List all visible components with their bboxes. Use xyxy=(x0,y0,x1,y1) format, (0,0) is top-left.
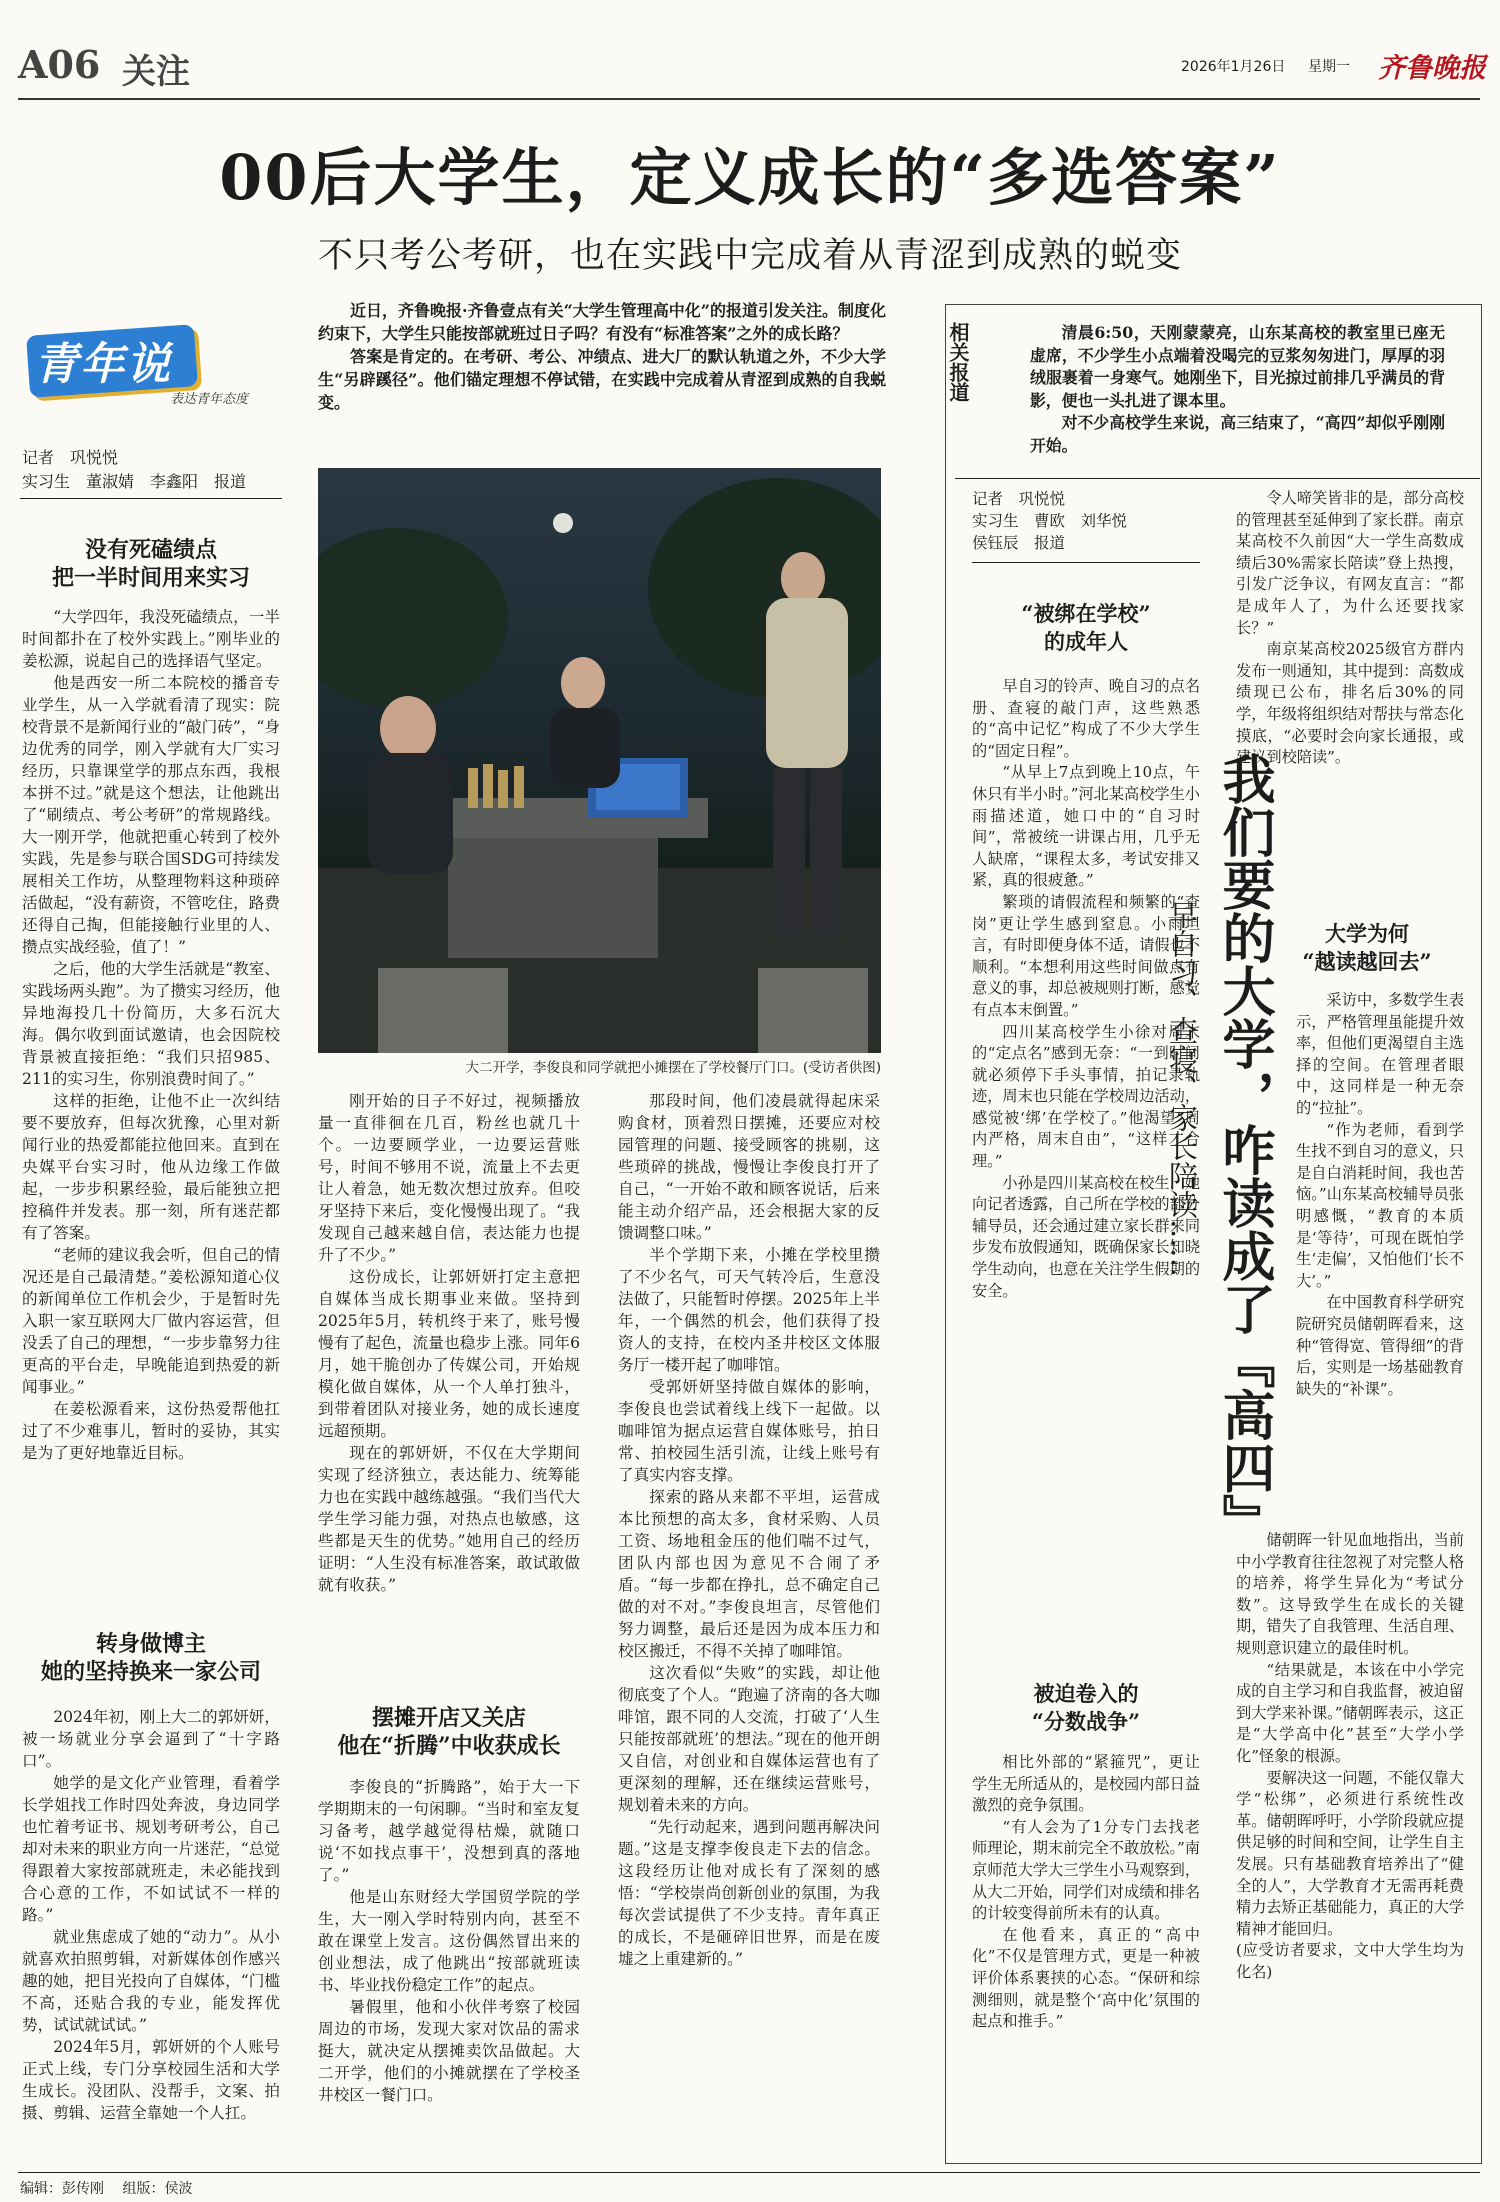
byline-reporter: 记者 巩悦悦 xyxy=(22,448,119,467)
section-name: 关注 xyxy=(122,52,190,92)
paragraph: “先行动起来，遇到问题再解决问题。”这是支撑李俊良走下去的信念。这段经历让他对成长有了深刻的感悟：“学校崇尚创新创业的氛围，为我每次尝试提供了不少支持。青年真正的成长，不是砸碎旧世界，而是在废墟之上重建新的。” xyxy=(618,1818,880,1968)
column-logo-slogan: 表达青年态度 xyxy=(170,392,249,407)
paragraph: 他是西安一所二本院校的播音专业学生，从一入学就看清了现实：院校背景不是新闻行业的“敲门砖”，“身边优秀的同学，刚入学就有大厂实习经历，只靠课堂学的那点东西，我根本拼不过。”就是这个想法，让他跳出了“刷绩点、考公考研”的常规路线。大一刚开学，他就把重心转到了校外实践，先是参与联合国SDG可持续发展相关工作坊，从整理物料这种琐碎活做起，“没有薪资，不管吃住，路费还得自己掏，但能接触行业里的人、攒点实战经验，值了！” xyxy=(22,674,280,956)
issue-weekday: 星期一 xyxy=(1308,59,1350,75)
footer-editor: 编辑：彭传刚 xyxy=(20,2181,104,2197)
paragraph: 在中国教育科学研究院研究员储朝晖看来，这种“管得宽、管得细”的背后，实则是一场基础教育缺失的“补课”。 xyxy=(1296,1293,1464,1398)
paragraph: 四川某高校学生小徐对周末的“定点名”感到无奈：“一到时间就必须停下手头事情，拍记录轨迹，周末也只能在学校周边活动，感觉被‘绑’在学校了。”他渴望“周内严格，周末自由”，“这样才合理。” xyxy=(972,1022,1200,1171)
subheadline: 不只考公考研，也在实践中完成着从青涩到成熟的蜕变 xyxy=(317,236,1182,276)
paragraph: 现在的郭妍妍，不仅在大学期间实现了经济独立，表达能力、统筹能力也在实践中越练越强。“我们当代大学生学习能力强，对热点也敏感，这些都是天生的优势。”她用自己的经历证明：“人生没有标准答案，敢试敢做就有收获。” xyxy=(318,1444,580,1594)
byline-rule xyxy=(20,498,282,499)
section-heading-line: 大学为何 xyxy=(1325,921,1409,946)
section-heading-line: 转身做博主 xyxy=(95,1631,206,1657)
paragraph: “老师的建议我会听，但自己的情况还是自己最清楚。”姜松源知道心仪的新闻单位工作机会少，于是暂时先入职一家互联网大厂做内容运营，但没丢了自己的理想，“一步步靠努力往更高的平台走，早晚能追到热爱的新闻事业。” xyxy=(22,1246,280,1396)
paragraph: 2024年5月，郭妍妍的个人账号正式上线，专门分享校园生活和大学生成长。没团队、没帮手，文案、拍摄、剪辑、运营全靠她一个人扛。 xyxy=(22,2038,280,2122)
paragraph: 储朝晖一针见血地指出，当前中小学教育往往忽视了对完整人格的培养，将学生异化为“考试分数”。这导致学生在成长的关键期，错失了自我管理、生活自理、规则意识建立的最佳时机。 xyxy=(1236,1531,1464,1657)
section-heading-line: “分数战争” xyxy=(1031,1709,1141,1734)
article-body xyxy=(318,1090,580,1596)
paragraph: 清晨6:50，天刚蒙蒙亮，山东某高校的教室里已座无虚席，不少学生小点端着没喝完的豆浆匆匆进门，厚厚的羽绒服裹着一身寒气。她刚坐下，目光掠过前排几乎满员的背影，便也一头扎进了课本里。 xyxy=(1030,323,1445,410)
masthead-rule xyxy=(18,98,1480,100)
paragraph: “大学四年，我没死磕绩点，一半时间都扑在了校外实践上。”刚毕业的姜松源，说起自己的选择语气坚定。 xyxy=(22,608,280,670)
column-logo-title: 青年说 xyxy=(34,339,172,390)
related-byline-line: 实习生 曹欧 刘华悦 xyxy=(972,512,1128,530)
section-heading-line: 摆摊开店又关店 xyxy=(371,1705,526,1731)
paragraph: 就业焦虑成了她的“动力”。从小就喜欢拍照剪辑，对新媒体创作感兴趣的她，把目光投向了自媒体，“门槛不高，还贴合我的专业，能发挥优势，试试就试试。” xyxy=(22,1928,280,2034)
paragraph: 暑假里，他和小伙伴考察了校园周边的市场，发现大家对饮品的需求挺大，就决定从摆摊卖饮品做起。大二开学，他们的小摊就摆在了学校圣井校区一餐门口。 xyxy=(318,1998,580,2104)
footer xyxy=(20,2178,192,2198)
article-body xyxy=(972,1752,1200,2033)
article-body xyxy=(22,606,280,1464)
column-logo xyxy=(20,312,282,422)
source-note: (应受访者要求，文中大学生均为化名) xyxy=(1236,1941,1464,1981)
paper-logo: 齐鲁晚报 xyxy=(1378,53,1486,84)
paragraph: 小孙是四川某高校在校生，她向记者透露，自己所在学校的部分辅导员，还会通过建立家长群来同步发布放假通知，既确保家长知晓学生动向，也意在关注学生假期的安全。 xyxy=(972,1173,1200,1300)
paragraph: 早自习的铃声、晚自习的点名册、查寝的敲门声，这些熟悉的“高中记忆”构成了不少大学生的“固定日程”。 xyxy=(972,677,1200,760)
headline: 00后大学生，定义成长的“多选答案” xyxy=(219,141,1281,214)
paragraph: “从早上7点到晚上10点，午休只有半小时。”河北某高校学生小雨描述道，她口中的“自习时间”，常被统一讲课占用，几乎无人缺席，“课程太多，考试安排又紧，真的很疲惫。” xyxy=(972,763,1200,890)
paragraph: “有人会为了1分专门去找老师理论，期末前完全不敢放松。”南京师范大学大三学生小马观察到，从大二开始，同学们对成绩和排名的计较变得前所未有的认真。 xyxy=(972,1817,1200,1923)
photo xyxy=(318,468,881,1053)
related-big-title: 我们要的大学，咋读成了『高四』 xyxy=(1214,752,1276,1547)
article-body xyxy=(318,1776,580,2106)
paragraph: 南京某高校2025级官方群内发布一则通知，其中提到：高数成绩现已公布，排名后30%的同学，年级将组织结对帮扶与常态化摸底，“必要时会向家长通报，或建议到校陪读”。 xyxy=(1236,640,1464,767)
section-heading-line: 她的坚持换来一家公司 xyxy=(40,1659,261,1685)
paragraph: 采访中，多数学生表示，严格管理虽能提升效率，但他们更渴望自主选择的空间。在管理者眼中，这同样是一种无奈的“拉扯”。 xyxy=(1296,991,1464,1117)
paragraph: 她学的是文化产业管理，看着学长学姐找工作时四处奔波，身边同学也忙着考证书、规划考研考公，自己却对未来的职业方向一片迷茫，“总觉得跟着大家按部就班走，未必能找到合心意的工作，不如试试不一样的路。” xyxy=(22,1774,280,1924)
page-code: A06 xyxy=(18,42,101,87)
paragraph: 相比外部的“紧箍咒”，更让学生无所适从的，是校园内部日益激烈的竞争氛围。 xyxy=(972,1753,1200,1815)
section-heading xyxy=(968,1680,1204,1736)
paragraph: 之后，他的大学生活就是“教室、实践场两头跑”。为了攒实习经历，他异地海投几十份简历，大多石沉大海。偶尔收到面试邀请，也会因院校背景被直接拒绝：“我们只招985、211的实习生，你别浪费时间了。” xyxy=(22,960,280,1088)
article-body xyxy=(22,1706,280,2124)
footer-designer: 组版：侯波 xyxy=(122,2181,193,2197)
section-heading xyxy=(1262,920,1472,976)
article-body xyxy=(618,1090,880,1970)
paragraph: 探索的路从来都不平坦，运营成本比预想的高太多，食材采购、人员工资、场地租金压的他们喘不过气，团队内部也因为意见不合闹了矛盾。“每一步都在挣扎，总不确定自己做的对不对。”李俊良坦言，尽管他们努力调整，最后还是因为成本压力和校区搬迁，不得不关掉了咖啡馆。 xyxy=(618,1488,880,1660)
section-heading-line: “越读越回去” xyxy=(1302,949,1432,974)
paragraph: 这样的拒绝，让他不止一次纠结要不要放弃，但每次犹豫，心里对新闻行业的热爱都能拉他回来。直到在央媒平台实习时，他从边缘工作做起，一步步积累经验，最后能独立把控稿件并发表。那一刻，所有迷茫都有了答案。 xyxy=(22,1092,280,1242)
section-heading xyxy=(968,600,1204,656)
paragraph: 刚开始的日子不好过，视频播放量一直徘徊在几百，粉丝也就几十个。一边要顾学业，一边要运营账号，时间不够用不说，流量上不去更让人着急，她无数次想过放弃。但咬牙坚持下来后，变化慢慢出现了。“我发现自己越来越自信，表达能力也提升了不少。” xyxy=(318,1092,580,1264)
paragraph: 在姜松源看来，这份热爱帮他扛过了不少难事儿，暂时的妥协，其实是为了更好地靠近目标。 xyxy=(22,1400,280,1462)
paragraph: 对不少高校学生来说，高三结束了，“高四”却似乎刚刚开始。 xyxy=(1030,413,1445,455)
paragraph: 2024年初，刚上大二的郭妍妍，被一场就业分享会逼到了“十字路口”。 xyxy=(22,1708,280,1770)
related-byline-line: 侯钰辰 报道 xyxy=(972,534,1066,552)
related-intro xyxy=(1030,322,1445,457)
byline-interns: 实习生 董淑婧 李鑫阳 报道 xyxy=(22,472,247,491)
masthead xyxy=(18,40,1488,96)
paragraph: 要解决这一问题，不能仅靠大学“松绑”，必须进行系统性改革。储朝晖呼吁，小学阶段就应提供足够的时间和空间，让学生自主发展。只有基础教育培养出了“健全的人”，大学教育才无需再耗费精力去矫正基础能力，真正的大学精神才能回归。 xyxy=(1236,1768,1464,1938)
related-rule xyxy=(955,478,1480,479)
paragraph: 那段时间，他们凌晨就得起床采购食材，顶着烈日摆摊，还要应对校园管理的问题、接受顾客的挑剔，这些琐碎的挑战，慢慢让李俊良打开了自己，“一开始不敢和顾客说话，后来能主动介绍产品，还会根据大家的反馈调整口味。” xyxy=(618,1092,880,1242)
paragraph: 令人啼笑皆非的是，部分高校的管理甚至延伸到了家长群。南京某高校不久前因“大一学生高数成绩后30%需家长陪读”登上热搜，引发广泛争议，有网友直言：“都是成年人了，为什么还要找家长？” xyxy=(1236,489,1464,637)
byline xyxy=(22,446,246,494)
lede-paragraph: 近日，齐鲁晚报·齐鲁壹点有关“大学生管理高中化”的报道引发关注。制度化约束下，大学生只能按部就班过日子吗？有没有“标准答案”之外的成长路？ xyxy=(318,301,886,343)
issue-date: 2026年1月26日 xyxy=(1181,59,1286,75)
section-heading-line: 没有死磕绩点 xyxy=(84,537,217,563)
paragraph: 这份成长，让郭妍妍打定主意把自媒体当成长期事业来做。坚持到2025年5月，转机终于来了，账号慢慢有了起色，流量也稳步上涨。同年6月，她干脆创办了传媒公司，开始规模化做自媒体，从一个人单打独斗，到带着团队对接业务，她的成长速度远超预期。 xyxy=(318,1268,580,1440)
footer-rule xyxy=(18,2172,1480,2173)
section-heading xyxy=(20,536,282,592)
article-body xyxy=(1236,1530,1464,1983)
related-deck: 早自习、查寝、家长陪读…… xyxy=(1165,900,1199,1277)
paragraph: “结果就是，本该在中小学完成的自主学习和自我监督，被迫留到大学来补课。”储朝晖表示，这正是“大学高中化”甚至“大学小学化”怪象的根源。 xyxy=(1236,1660,1464,1765)
section-heading-line: 被迫卷入的 xyxy=(1033,1681,1139,1706)
related-byline-line: 记者 巩悦悦 xyxy=(972,490,1066,508)
section-heading-line: 的成年人 xyxy=(1044,629,1128,654)
photo-illustration xyxy=(318,468,881,1053)
section-heading-line: 把一半时间用来实习 xyxy=(51,565,250,591)
lede xyxy=(318,299,886,414)
paragraph: “作为老师，看到学生找不到自习的意义，只是自白消耗时间，我也苦恼。”山东某高校辅导员张明感慨，“教育的本质是‘等待’，可现在既怕学生‘走偏’，又怕他们‘长不大’。” xyxy=(1296,1120,1464,1290)
article-body xyxy=(1236,488,1464,769)
paragraph: 这次看似“失败”的实践，却让他彻底变了个人。“跑遍了济南的各大咖啡馆，跟不同的人交流，打破了‘人生只能按部就班’的想法。”现在的他开朗又自信，对创业和自媒体运营也有了更深刻的理解，还在继续运营账号，规划着未来的方向。 xyxy=(618,1664,880,1814)
lede-paragraph: 答案是肯定的。在考研、考公、冲绩点、进大厂的默认轨道之外，不少大学生“另辟蹊径”。他们锚定理想不停试错，在实践中完成着从青涩到成熟的自我蜕变。 xyxy=(318,347,886,412)
paragraph: 他是山东财经大学国贸学院的学生，大一刚入学时特别内向，甚至不敢在课堂上发言。这份偶然冒出来的创业想法，成了他跳出“按部就班读书、毕业找份稳定工作”的起点。 xyxy=(318,1888,580,1994)
paragraph: 李俊良的“折腾路”，始于大一下学期期末的一句闲聊。“当时和室友复习备考，越学越觉得枯燥，就随口说‘不如找点事干’，没想到真的落地了。” xyxy=(318,1778,580,1884)
related-byline-rule xyxy=(972,562,1200,563)
section-heading xyxy=(318,1704,580,1760)
photo-caption: 大二开学，李俊良和同学就把小摊摆在了学校餐厅门口。(受访者供图) xyxy=(465,1060,881,1076)
related-byline xyxy=(972,488,1127,554)
section-heading-line: 他在“折腾”中收获成长 xyxy=(337,1733,561,1759)
related-label: 相关报道 xyxy=(946,322,970,402)
section-heading xyxy=(20,1630,282,1686)
section-heading-line: “被绑在学校” xyxy=(1021,601,1151,626)
paragraph: 在他看来，真正的“高中化”不仅是管理方式，更是一种被评价体系裹挟的心态。“保研和综测细则，就是整个‘高中化’氛围的起点和推手。” xyxy=(972,1925,1200,2031)
article-body xyxy=(1296,990,1464,1400)
paragraph: 半个学期下来，小摊在学校里攒了不少名气，可天气转冷后，生意没法做了，只能暂时停摆。2025年上半年，一个偶然的机会，他们获得了投资人的支持，在校内圣井校区文体服务厅一楼开起了咖啡馆。 xyxy=(618,1246,880,1374)
paragraph: 繁琐的请假流程和频繁的“查岗”更让学生感到窒息。小雨坦言，有时即便身体不适，请假也不顺利。“本想利用这些时间做点有意义的事，却总被规则打断，感觉有点本末倒置。” xyxy=(972,892,1200,1019)
paragraph: 受郭妍妍坚持做自媒体的影响，李俊良也尝试着线上线下一起做。以咖啡馆为据点运营自媒体账号，拍日常、拍校园生活引流，让线上账号有了真实内容支撑。 xyxy=(618,1378,880,1484)
